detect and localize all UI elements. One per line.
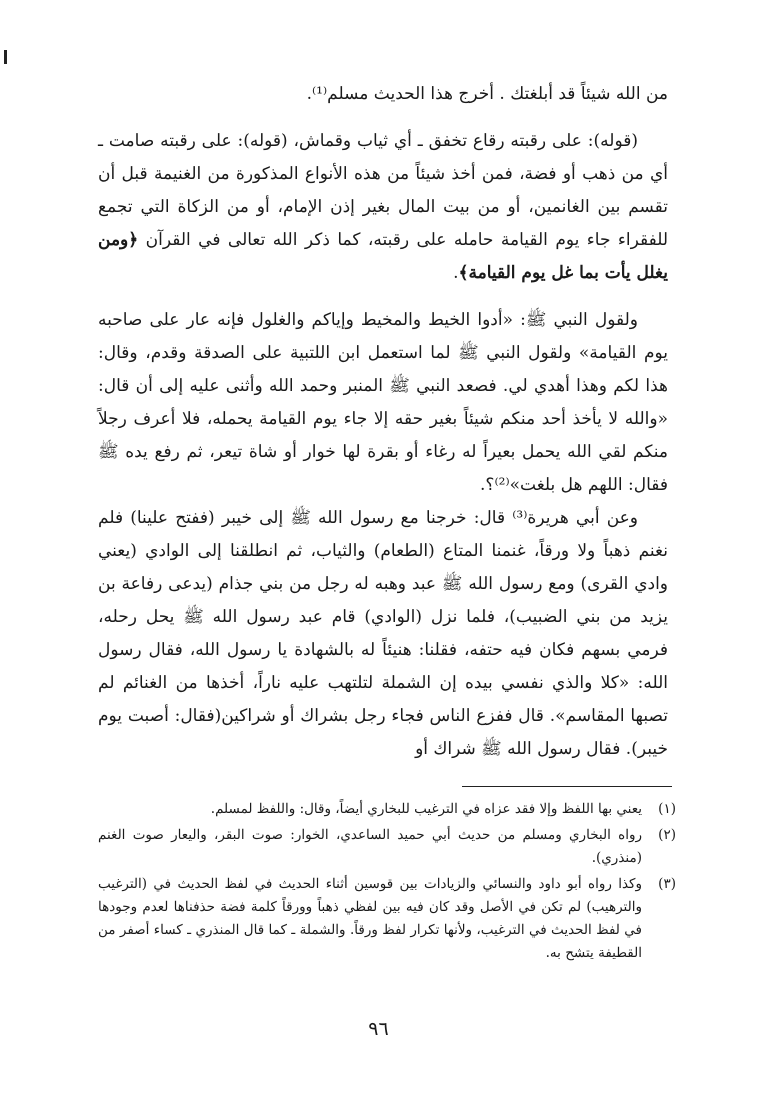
footnotes	[98, 798, 676, 968]
footnote-3	[98, 873, 676, 965]
paragraph-4: وعن أبي هريرة⁽³⁾ قال: خرجنا مع رسول الله ﷺ إلى خيبر (ففتح علينا) فلم نغنم ذهباً ولا ورقاً، غنمنا المتاع (الطعام) والثياب، ثم انطلقنا إلى الوادي (يعني وادي القرى) ومع رسول الله ﷺ عبد وهبه له رجل من بني جذام (يدعى رفاعة بن يزيد من بني الضبيب)، فلما نزل (الوادي) قام عبد رسول الله ﷺ يحل رحله، فرمي بسهم فكان فيه حتفه، فقلنا: هنيئاً له بالشهادة يا رسول الله، فقال رسول الله: «كلا والذي نفسي بيده إن الشملة لتلتهب عليه ناراً، أخذها من الغنائم لم تصبها المقاسم». قال ففزع الناس فجاء رجل بشراك أو شراكين(فقال: أصبت يوم خيبر). فقال رسول الله ﷺ شراك أو	[98, 508, 668, 759]
footnote-text: يعني بها اللفظ وإلا فقد عزاه في الترغيب للبخاري أيضاً، وقال: واللفظ لمسلم.	[210, 801, 642, 817]
footnote-number: (٣)	[658, 876, 676, 892]
footnote-number: (١)	[658, 801, 676, 817]
scan-edge-mark	[4, 50, 7, 64]
footnote-number: (٢)	[658, 827, 676, 843]
paragraph-2-text: (قوله): على رقبته رقاع تخفق ـ أي ثياب وقماش، (قوله): على رقبته صامت ـ أي من ذهب أو فضة، فمن أخذ شيئاً من هذه الأنواع المذكورة من الغنيمة قبل أن تقسم بين الغانمين، أو من بيت المال بغير إذن الإمام، أو من الزكاة التي تجمع للفقراء جاء يوم القيامة حامله على رقبته، كما ذكر الله تعالى في القرآن	[98, 131, 669, 250]
page-number: ٩٦	[368, 1018, 389, 1040]
paragraph-2	[98, 125, 668, 290]
main-text	[98, 78, 668, 766]
footnote-1	[98, 798, 676, 821]
paragraph-2-end: .	[453, 263, 459, 283]
footnote-text: رواه البخاري ومسلم من حديث أبي حميد الساعدي، الخوار: صوت البقر، واليعار صوت الغنم (منذري).	[98, 827, 642, 866]
footnote-divider	[462, 786, 672, 787]
footnote-text: وكذا رواه أبو داود والنسائي والزيادات بين قوسين أثناء الحديث في لفظ الحديث في (الترغيب والترهيب) لم تكن في الأصل وقد كان فيه بين لفظي ذهباً وورقاً كلمة فضة حذفناها لعدم وجودها في لفظ الحديث في الترغيب، ولأنها تكرار لفظ ورقاً. والشملة ـ كما قال المنذري ـ كساء أصفر من القطيفة يتشح به.	[98, 876, 642, 961]
quran-verse: ﴿ومن يغلل يأت بما غل يوم القيامة﴾	[98, 230, 668, 283]
paragraph-1: من الله شيئاً قد أبلغتك . أخرج هذا الحديث مسلم⁽¹⁾.	[306, 84, 668, 104]
paragraph-3: ولقول النبي ﷺ: «أدوا الخيط والمخيط وإياكم والغلول فإنه عار على صاحبه يوم القيامة» ولقول النبي ﷺ لما استعمل ابن اللتبية على الصدقة وقدم، وقال: هذا لكم وهذا أهدي لي. فصعد النبي ﷺ المنبر وحمد الله وأثنى عليه إلى أن قال: «والله لا يأخذ أحد منكم شيئاً بغير حقه إلا جاء يوم القيامة يحمله، فلا أعرف رجلاً منكم لقي الله يحمل بعيراً له رغاء أو بقرة لها خوار أو شاة تيعر، ثم رفع يده ﷺ فقال: اللهم هل بلغت»⁽²⁾؟.	[98, 310, 668, 495]
footnote-2	[98, 824, 676, 870]
